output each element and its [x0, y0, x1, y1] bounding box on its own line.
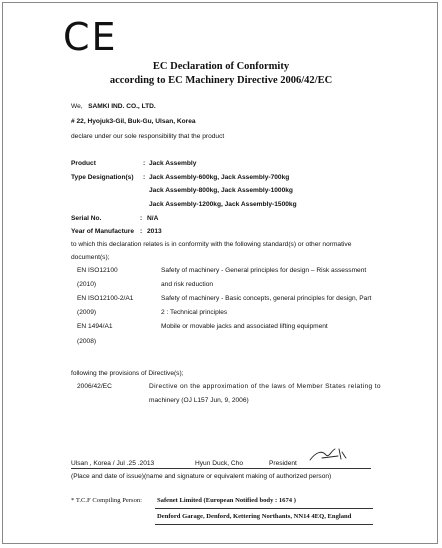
tcf-rule-2 [155, 524, 373, 525]
directive-intro: following the provisions of Directive(s); [71, 370, 184, 377]
signature-line [71, 468, 371, 469]
product-label: Product [71, 160, 96, 167]
signature-place-date: Ulsan , Korea / Jul .25 .2013 [71, 460, 155, 467]
product-separator: : [143, 160, 146, 167]
company-address: # 22, Hyojuk3-Gil, Buk-Gu, Ulsan, Korea [71, 118, 196, 125]
standard-year: (2010) [77, 281, 97, 288]
document-subtitle: according to EC Machinery Directive 2006/42/EC [109, 75, 333, 86]
standard-year: (2009) [77, 309, 97, 316]
standard-code: EN ISO12100-2/A1 [77, 295, 134, 302]
serial-value: N/A [147, 215, 159, 222]
signatory-name: Hyun Duck, Cho [195, 460, 244, 467]
standard-description: Mobile or movable jacks and associated lifting equipment [161, 323, 328, 330]
manufacturer-line [71, 103, 156, 111]
serial-separator: : [140, 215, 143, 222]
tcf-address: Denford Garage, Denford, Kettering Northants, NN14 4EQ, England [157, 513, 352, 520]
standard-code: EN ISO12100 [77, 267, 118, 274]
directive-description: Directive on the approximation of the laws of Member States relating to [149, 383, 381, 390]
declaration-page [2, 2, 438, 544]
type-designation-label: Type Designation(s) [71, 174, 134, 181]
document-title: EC Declaration of Conformity [152, 61, 290, 72]
declaration-statement: declare under our sole responsibility that the product [71, 133, 225, 140]
standard-year: (2008) [77, 338, 97, 345]
tcf-rule-1 [155, 508, 373, 509]
tcf-company: Safenet Limited (European Notified body : 1674 ) [157, 497, 296, 504]
tcf-label: * T.C.F Compiling Person: [71, 497, 143, 504]
directive-code: 2006/42/EC [77, 383, 112, 390]
year-separator: : [140, 228, 143, 235]
standards-intro: document(s); [71, 254, 110, 261]
standard-description: and risk reduction [161, 281, 214, 288]
we-label: We, [71, 103, 83, 110]
standards-intro: to which this declaration relates is in conformity with the following standard(s) or other normative [71, 241, 352, 248]
year-value: 2013 [147, 228, 162, 235]
directive-description: machinery (OJ L157 Jun, 9, 2006) [149, 397, 249, 404]
type-designation-line: Jack Assembly-800kg, Jack Assembly-1000kg [149, 187, 293, 194]
type-designation-line: Jack Assembly-1200kg, Jack Assembly-1500kg [149, 201, 297, 208]
standard-description: 2 : Technical principles [161, 309, 228, 316]
year-label: Year of Manufacture [71, 228, 135, 235]
handwritten-signature [308, 446, 348, 464]
product-value: Jack Assembly [149, 160, 197, 167]
serial-label: Serial No. [71, 215, 102, 222]
ce-mark: CE [63, 15, 118, 59]
signature-caption: (Place and date of issue)(name and signature or equivalent making of authorized person) [71, 473, 332, 480]
standard-description: Safety of machinery - Basic concepts, general principles for design, Part [161, 295, 372, 302]
type-designation-separator: : [143, 174, 146, 181]
company-name: SAMKI IND. CO., LTD. [88, 103, 156, 110]
standard-code: EN 1494/A1 [77, 323, 113, 330]
signatory-title: President [269, 460, 297, 467]
standard-description: Safety of machinery - General principles for design – Risk assessment [161, 267, 367, 274]
type-designation-line: Jack Assembly-600kg, Jack Assembly-700kg [149, 174, 290, 181]
